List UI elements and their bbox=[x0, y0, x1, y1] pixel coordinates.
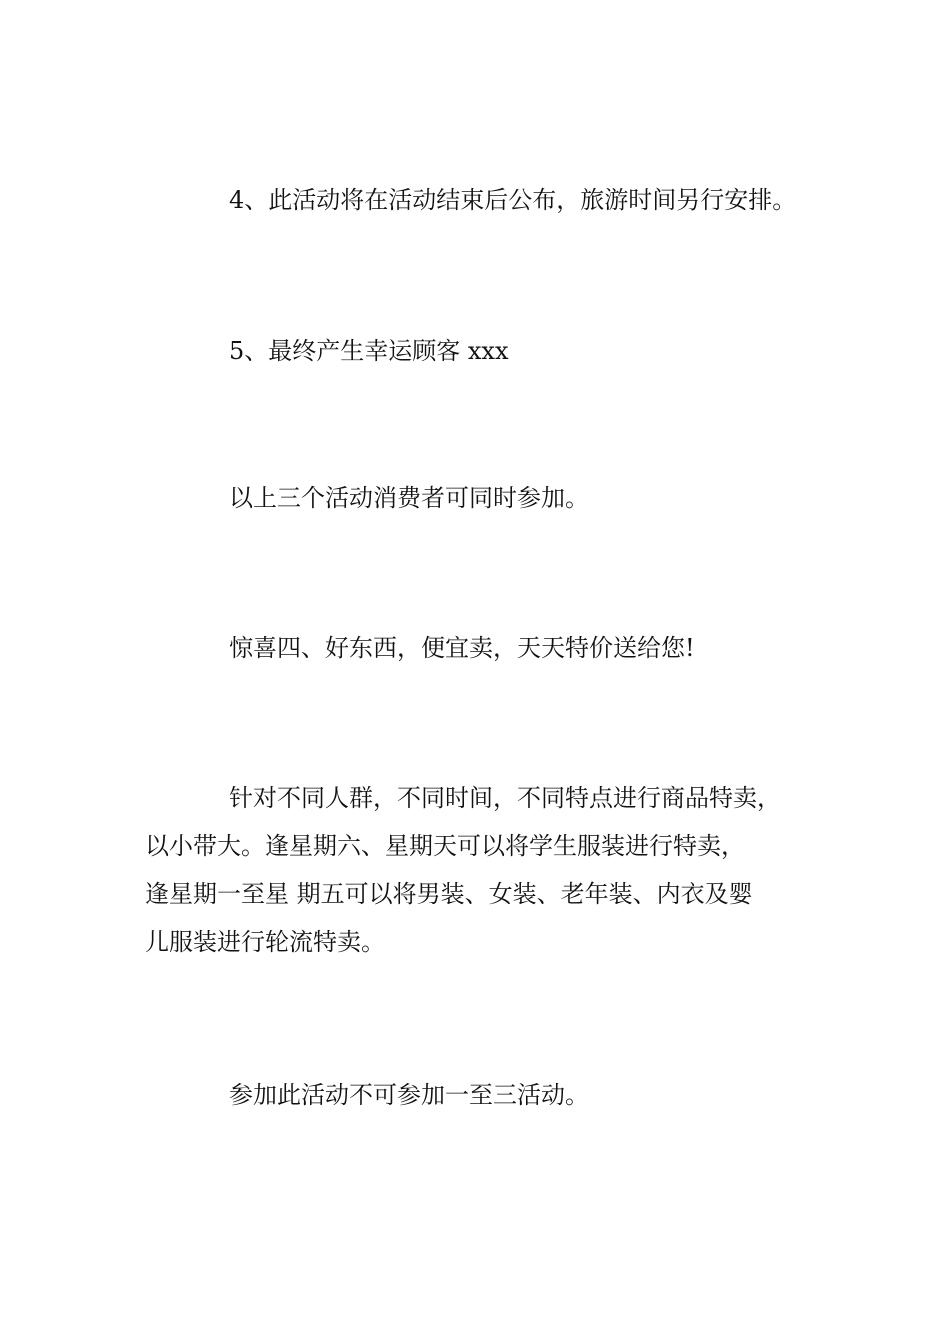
paragraph-activity-5: 5、最终产生幸运顾客 xxx bbox=[229, 337, 509, 365]
paragraph-surprise-4-heading: 惊喜四、好东西，便宜卖，天天特价送给您! bbox=[229, 634, 695, 662]
paragraph-participation-note: 以上三个活动消费者可同时参加。 bbox=[229, 484, 589, 512]
paragraph-line: 针对不同人群，不同时间，不同特点进行商品特卖， bbox=[229, 784, 781, 812]
paragraph-line: 以小带大。逢星期六、星期天可以将学生服装进行特卖， bbox=[145, 832, 745, 860]
paragraph-activity-4: 4、此活动将在活动结束后公布，旅游时间另行安排。 bbox=[229, 186, 797, 214]
paragraph-line: 儿服装进行轮流特卖。 bbox=[145, 928, 385, 956]
paragraph-special-sale bbox=[145, 774, 781, 966]
paragraph-exclusion-note: 参加此活动不可参加一至三活动。 bbox=[229, 1081, 589, 1109]
paragraph-line: 逢星期一至星 期五可以将男装、女装、老年装、内衣及婴 bbox=[145, 880, 753, 908]
